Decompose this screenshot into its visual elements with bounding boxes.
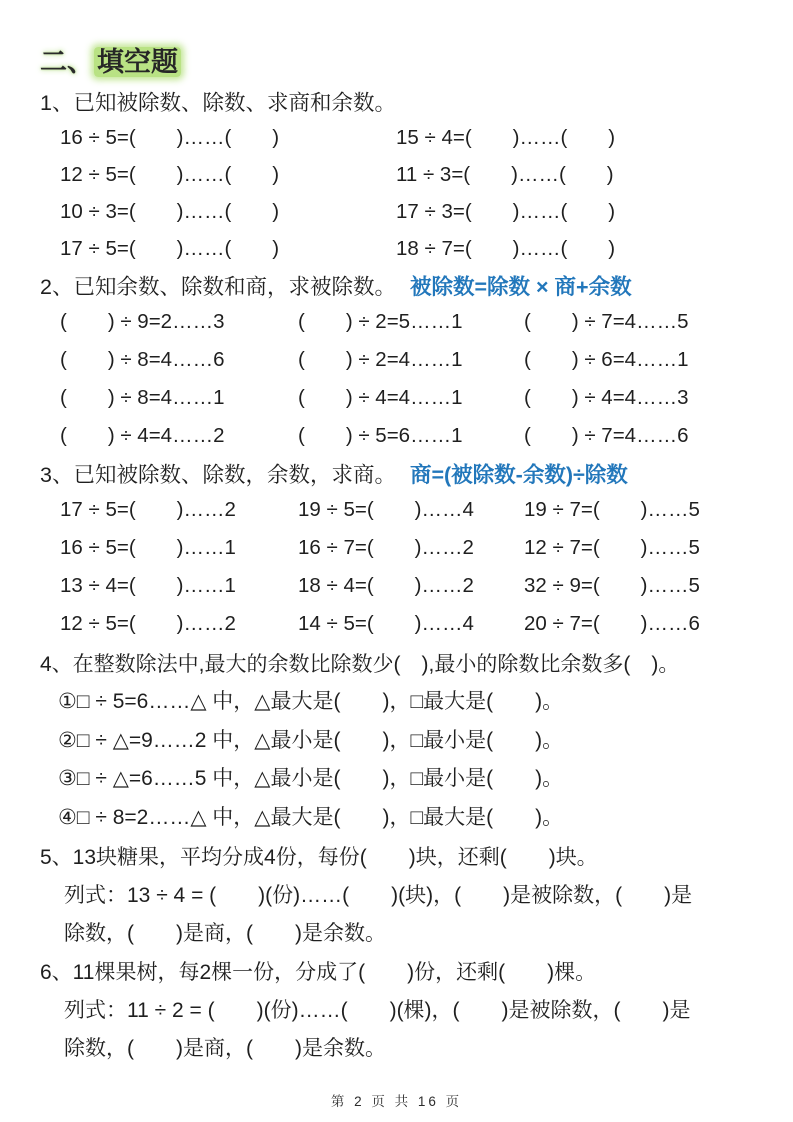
page-number-footer: 第 2 页 共 16 页 — [330, 1094, 463, 1109]
equation: 18 ÷ 4=( )……2 — [298, 574, 474, 597]
equation: ( ) ÷ 7=4……5 — [524, 310, 689, 333]
equation: ( ) ÷ 8=4……6 — [60, 348, 225, 371]
q1-header: 1、已知被除数、除数、求商和余数。 — [40, 91, 396, 115]
section-title-number: 二、 — [40, 47, 94, 77]
q6-expression-line: 列式：11 ÷ 2 = ( )(份)……( )(棵)，( )是被除数，( )是 — [64, 999, 691, 1022]
equation: 17 ÷ 5=( )……2 — [60, 498, 236, 521]
equation: 17 ÷ 3=( )……( ) — [396, 200, 616, 223]
section-title-text: 填空题 — [94, 47, 181, 77]
equation: ( ) ÷ 5=6……1 — [298, 424, 463, 447]
equation: ( ) ÷ 4=4……2 — [60, 424, 225, 447]
equation: ( ) ÷ 4=4……1 — [298, 386, 463, 409]
q4-sub-item: ②□ ÷ △=9……2 中，△最小是( )，□最小是( )。 — [58, 728, 564, 752]
equation: 13 ÷ 4=( )……1 — [60, 574, 236, 597]
equation: ( ) ÷ 8=4……1 — [60, 386, 225, 409]
equation: 11 ÷ 3=( )……( ) — [396, 163, 614, 186]
q3-formula: 商=(被除数-余数)÷除数 — [409, 463, 628, 487]
equation: 18 ÷ 7=( )……( ) — [396, 237, 616, 260]
question-2 — [40, 271, 767, 455]
q5-statement: 5、13块糖果，平均分成4份，每份( )块，还剩( )块。 — [40, 846, 598, 869]
equation: 15 ÷ 4=( )……( ) — [396, 126, 616, 149]
q2-equations — [60, 303, 767, 455]
q3-header — [40, 459, 767, 491]
equation: 12 ÷ 5=( )……2 — [60, 612, 236, 635]
equation: 20 ÷ 7=( )……6 — [524, 612, 700, 635]
equation: ( ) ÷ 9=2……3 — [60, 310, 225, 333]
equation: 16 ÷ 5=( )……1 — [60, 536, 236, 559]
section-title — [40, 40, 767, 79]
q1-equations — [60, 119, 767, 267]
equation: 12 ÷ 7=( )……5 — [524, 536, 700, 559]
q6-statement: 6、11棵果树，每2棵一份，分成了( )份，还剩( )棵。 — [40, 961, 597, 984]
equation: 14 ÷ 5=( )……4 — [298, 612, 474, 635]
equation: 16 ÷ 5=( )……( ) — [60, 126, 280, 149]
q2-header — [40, 271, 767, 303]
q2-header-text: 2、已知余数、除数和商，求被除数。 — [40, 275, 396, 299]
equation: ( ) ÷ 2=4……1 — [298, 348, 463, 371]
equation: 16 ÷ 7=( )……2 — [298, 536, 474, 559]
q4-intro: 4、在整数除法中,最大的余数比除数少( ),最小的除数比余数多( )。 — [40, 653, 680, 676]
question-1 — [40, 87, 767, 267]
q4-sub-item: ①□ ÷ 5=6……△ 中，△最大是( )，□最大是( )。 — [58, 690, 564, 713]
equation: ( ) ÷ 2=5……1 — [298, 310, 463, 333]
equation: ( ) ÷ 6=4……1 — [524, 348, 689, 371]
q5-expression-continuation: 除数，( )是商，( )是余数。 — [64, 921, 386, 945]
q3-equations — [60, 491, 767, 643]
equation: 19 ÷ 5=( )……4 — [298, 498, 474, 521]
q6-expression-continuation: 除数，( )是商，( )是余数。 — [64, 1036, 386, 1060]
q2-formula: 被除数=除数 × 商+余数 — [409, 275, 632, 299]
equation: 19 ÷ 7=( )……5 — [524, 498, 700, 521]
equation: 17 ÷ 5=( )……( ) — [60, 237, 280, 260]
equation: ( ) ÷ 4=4……3 — [524, 386, 689, 409]
q4-sub-item: ④□ ÷ 8=2……△ 中，△最大是( )，□最大是( )。 — [58, 805, 564, 829]
question-5 — [40, 839, 767, 952]
equation: 32 ÷ 9=( )……5 — [524, 574, 700, 597]
question-6 — [40, 954, 767, 1067]
question-3 — [40, 459, 767, 643]
q3-header-text: 3、已知被除数、除数，余数，求商。 — [40, 463, 396, 487]
q4-sub-item: ③□ ÷ △=6……5 中，△最小是( )，□最小是( )。 — [58, 767, 564, 790]
equation: 12 ÷ 5=( )……( ) — [60, 163, 280, 186]
equation: 10 ÷ 3=( )……( ) — [60, 200, 280, 223]
q5-expression-line: 列式：13 ÷ 4 = ( )(份)……( )(块)，( )是被除数，( )是 — [64, 884, 693, 907]
question-4 — [40, 646, 767, 837]
equation: ( ) ÷ 7=4……6 — [524, 424, 689, 447]
